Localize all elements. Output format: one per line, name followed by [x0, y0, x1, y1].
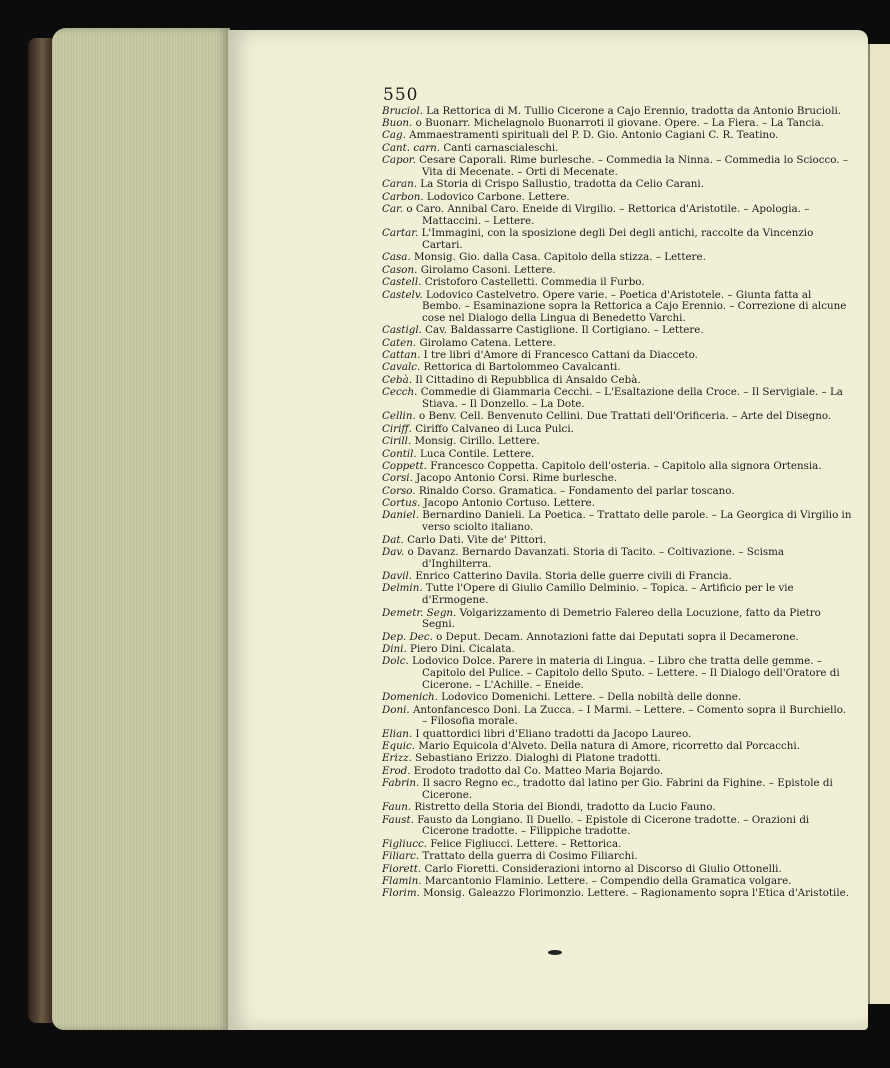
- entry-text: L'Immagini, con la sposizione degli Dei degli antichi, raccolte da Vincenzio Cartari.: [421, 227, 814, 251]
- entry-abbreviation: Cant. carn.: [382, 141, 441, 154]
- list-item: [382, 473, 852, 485]
- entry-text: Mario Equicola d'Alveto. Della natura di Amore, ricorretto dal Porcacchi.: [418, 740, 800, 753]
- list-item: [382, 252, 852, 264]
- entry-abbreviation: Faust.: [382, 813, 414, 826]
- entry-text: Ciriffo Calvaneo di Luca Pulci.: [415, 422, 574, 435]
- entry-text: Rinaldo Corso. Gramatica. – Fondamento del parlar toscano.: [418, 484, 735, 497]
- entry-abbreviation: Cirill.: [382, 435, 412, 448]
- list-item: [382, 486, 852, 498]
- entry-text: Carlo Dati. Vite de' Pittori.: [407, 533, 547, 546]
- list-item: [382, 192, 852, 204]
- entry-text: Ristretto della Storia del Biondi, tradotto da Lucio Fauno.: [414, 801, 716, 814]
- entry-abbreviation: Corsi.: [382, 472, 413, 485]
- entry-text: Rettorica di Bartolommeo Cavalcanti.: [423, 361, 621, 374]
- list-item: [382, 644, 852, 656]
- entry-text: Tutte l'Opere di Giulio Camillo Delminio. – Topica. – Artificio per le vie d'Ermogene.: [422, 582, 794, 607]
- entry-abbreviation: Daniel.: [382, 509, 419, 522]
- list-item: [382, 350, 852, 362]
- list-item: [382, 656, 852, 691]
- entry-abbreviation: Dat.: [382, 533, 404, 546]
- entry-text: Marcantonio Flaminio. Lettere. – Compendio della Gramatica volgare.: [424, 875, 792, 887]
- ornament-mark: [548, 950, 562, 955]
- entry-abbreviation: Bruciol.: [382, 104, 423, 117]
- entry-text: Felice Figliucci. Lettere. – Rettorica.: [430, 837, 622, 850]
- list-item: [382, 204, 852, 227]
- entry-text: o Davanz. Bernardo Davanzati. Storia di Tacito. – Coltivazione. – Scisma d'Inghilterra.: [407, 545, 785, 570]
- entry-text: Trattato della guerra di Cosimo Filiarchi.: [422, 850, 638, 863]
- list-item: [382, 387, 852, 410]
- entry-text: Ammaestramenti spirituali del P. D. Gio. Antonio Cagiani C. R. Teatino.: [409, 129, 779, 142]
- entry-text: Il Cittadino di Repubblica di Ansaldo Cebà.: [415, 373, 641, 386]
- entry-abbreviation: Dolc.: [382, 655, 409, 668]
- entry-abbreviation: Figliucc.: [382, 837, 428, 850]
- entry-abbreviation: Fabrin.: [382, 777, 420, 790]
- entry-abbreviation: Cartar.: [382, 227, 419, 240]
- list-item: [382, 815, 852, 838]
- list-item: [382, 498, 852, 510]
- entry-text: Antonfancesco Doni. La Zucca. – I Marmi. – Lettere. – Comento sopra il Burchiello. – Filosofia morale.: [412, 703, 847, 728]
- list-item: [382, 608, 852, 631]
- entry-abbreviation: Erizz.: [382, 752, 412, 765]
- entry-abbreviation: Cecch.: [382, 386, 418, 399]
- entry-text: Girolamo Catena. Lettere.: [419, 336, 556, 349]
- list-item: [382, 510, 852, 533]
- entry-abbreviation: Dav.: [382, 545, 405, 558]
- list-item: [382, 424, 852, 436]
- entry-abbreviation: Castell.: [382, 276, 422, 289]
- entry-abbreviation: Buon.: [382, 117, 413, 130]
- list-item: [382, 265, 852, 277]
- entry-abbreviation: Davil.: [382, 570, 413, 583]
- list-item: [382, 766, 852, 778]
- entry-abbreviation: Caten.: [382, 336, 417, 349]
- entry-text: Lodovico Carbone. Lettere.: [426, 190, 570, 203]
- entry-text: Volgarizzamento di Demetrio Falereo della Locuzione, fatto da Pietro Segni.: [422, 606, 821, 631]
- entry-text: o Buonarr. Michelagnolo Buonarroti il giovane. Opere. – La Fiera. – La Tancia.: [415, 117, 825, 130]
- entry-text: Enrico Catterino Davila. Storia delle guerre civili di Francia.: [415, 570, 732, 583]
- entry-text: I quattordici libri d'Eliano tradotti da Jacopo Laureo.: [415, 727, 692, 740]
- list-item: [382, 864, 852, 876]
- list-item: [382, 228, 852, 251]
- list-item: [382, 411, 852, 423]
- entry-text: Sebastiano Erizzo. Dialoghi di Platone tradotti.: [415, 752, 661, 765]
- entry-abbreviation: Faun.: [382, 801, 412, 814]
- entry-abbreviation: Cattan.: [382, 349, 421, 362]
- entry-abbreviation: Domenich.: [382, 691, 438, 704]
- list-item: [382, 888, 852, 900]
- entry-abbreviation: Dini.: [382, 643, 407, 656]
- entry-abbreviation: Carbon.: [382, 190, 424, 203]
- list-item: [382, 802, 852, 814]
- entry-abbreviation: Equic.: [382, 740, 416, 753]
- list-item: [382, 705, 852, 728]
- list-item: [382, 179, 852, 191]
- entry-text: o Benv. Cell. Benvenuto Cellini. Due Trattati dell'Orificeria. – Arte del Disegno.: [419, 410, 832, 423]
- list-item: [382, 449, 852, 461]
- list-item: [382, 143, 852, 155]
- entry-text: o Caro. Annibal Caro. Eneide di Virgilio. – Rettorica d'Aristotile. – Apologia. – Mattaccini. – Lettere.: [406, 203, 810, 227]
- entry-text: Canti carnascialeschi.: [443, 141, 559, 154]
- entry-abbreviation: Cebà.: [382, 373, 412, 386]
- entry-abbreviation: Elian.: [382, 727, 413, 740]
- entry-text: Piero Dini. Cicalata.: [410, 643, 515, 656]
- list-item: [382, 741, 852, 753]
- list-item: [382, 753, 852, 765]
- entry-text: Lodovico Castelvetro. Opere varie. – Poetica d'Aristotele. – Giunta fatta al Bembo. – Esaminazione sopra la Rettorica a Cajo Erennio. – Correzione di alcune cose nel Dialogo della Lingua di Benedetto Varchi.: [422, 288, 847, 324]
- entry-text: Erodoto tradotto dal Co. Matteo Maria Bojardo.: [413, 764, 664, 777]
- list-item: [382, 632, 852, 644]
- entry-abbreviation: Flamin.: [382, 875, 422, 887]
- entry-text: I tre libri d'Amore di Francesco Cattani da Diacceto.: [423, 349, 698, 362]
- entry-text: Commedie di Giammaria Cecchi. – L'Esaltazione della Croce. – Il Servigiale. – La Stiava. – Il Donzello. – La Dote.: [420, 386, 843, 410]
- entry-abbreviation: Cavalc.: [382, 361, 421, 374]
- entry-abbreviation: Capor.: [382, 154, 416, 167]
- entry-text: Monsig. Gio. dalla Casa. Capitolo della stizza. – Lettere.: [414, 251, 706, 264]
- list-item: [382, 729, 852, 741]
- list-item: [382, 362, 852, 374]
- entry-text: Lodovico Domenichi. Lettere. – Della nobiltà delle donne.: [441, 691, 742, 704]
- page-edges: [52, 28, 230, 1030]
- entry-abbreviation: Fiorett.: [382, 862, 422, 875]
- entry-abbreviation: Demetr. Segn.: [382, 606, 457, 619]
- entry-abbreviation: Cellin.: [382, 410, 416, 423]
- entry-text: Jacopo Antonio Corsi. Rime burlesche.: [416, 472, 618, 485]
- entry-abbreviation: Corso.: [382, 484, 416, 497]
- list-item: [382, 692, 852, 704]
- entry-text: Monsig. Cirillo. Lettere.: [414, 435, 540, 448]
- entry-text: La Storia di Crispo Sallustio, tradotta da Celio Carani.: [420, 178, 704, 191]
- entry-text: Cristoforo Castelletti. Commedia il Furbo.: [424, 276, 645, 289]
- list-item: [382, 571, 852, 583]
- entry-text: Girolamo Casoni. Lettere.: [420, 263, 556, 276]
- entry-abbreviation: Doni.: [382, 703, 410, 716]
- entry-abbreviation: Cason.: [382, 263, 418, 276]
- list-item: [382, 876, 852, 888]
- entry-abbreviation: Castelv.: [382, 288, 423, 301]
- list-item: [382, 155, 852, 178]
- entry-abbreviation: Caran.: [382, 178, 417, 191]
- list-item: [382, 851, 852, 863]
- list-item: [382, 130, 852, 142]
- entry-abbreviation: Cag.: [382, 129, 406, 142]
- list-item: [382, 106, 852, 118]
- list-item: [382, 535, 852, 547]
- entry-abbreviation: Contil.: [382, 447, 417, 460]
- list-item: [382, 436, 852, 448]
- list-item: [382, 290, 852, 325]
- facing-page-edge: [868, 44, 890, 1004]
- page-content: [382, 85, 852, 901]
- entry-text: Carlo Fioretti. Considerazioni intorno al Discorso di Giulio Ottonelli.: [424, 862, 782, 875]
- page-number: 550: [383, 85, 419, 105]
- entry-abbreviation: Cortus.: [382, 497, 421, 510]
- entry-text: Lodovico Dolce. Parere in materia di Lingua. – Libro che tratta delle gemme. – Capitolo del Pulice. – Capitolo dello Sputo. – Lettere. – Il Dialogo dell'Oratore di Cicerone. – L'Achille. – Eneide.: [412, 655, 840, 691]
- entry-abbreviation: Coppett.: [382, 459, 427, 472]
- entry-text: Luca Contile. Lettere.: [420, 447, 535, 460]
- list-item: [382, 547, 852, 570]
- entry-text: La Rettorica di M. Tullio Cicerone a Cajo Erennio, tradotta da Antonio Brucioli.: [426, 104, 842, 117]
- list-item: [382, 118, 852, 130]
- entry-text: o Deput. Decam. Annotazioni fatte dai Deputati sopra il Decamerone.: [436, 630, 799, 643]
- list-item: [382, 338, 852, 350]
- entry-abbreviation: Filiarc.: [382, 850, 420, 863]
- list-item: [382, 277, 852, 289]
- entry-abbreviation: Delmin.: [382, 582, 423, 595]
- entry-abbreviation: Car.: [382, 203, 404, 216]
- entry-text: Monsig. Galeazzo Florimonzio. Lettere. – Ragionamento sopra l'Etica d'Aristotile.: [423, 887, 850, 900]
- list-item: [382, 583, 852, 606]
- entry-text: Cav. Baldassarre Castiglione. Il Cortigiano. – Lettere.: [425, 324, 704, 337]
- entry-abbreviation: Castigl.: [382, 324, 422, 337]
- list-item: [382, 375, 852, 387]
- entry-text: Cesare Caporali. Rime burlesche. – Commedia la Ninna. – Commedia lo Sciocco. – Vita di Mecenate. – Orti di Mecenate.: [419, 154, 848, 178]
- entry-text: Francesco Coppetta. Capitolo dell'osteria. – Capitolo alla signora Ortensia.: [430, 459, 822, 472]
- list-item: [382, 839, 852, 851]
- list-item: [382, 461, 852, 473]
- entry-abbreviation: Erod.: [382, 764, 411, 777]
- list-item: [382, 778, 852, 801]
- entry-abbreviation: Dep. Dec.: [382, 630, 433, 643]
- entry-abbreviation: Casa.: [382, 251, 411, 264]
- abbreviation-list: [382, 106, 852, 900]
- entry-text: Fausto da Longiano. Il Duello. – Epistole di Cicerone tradotte. – Orazioni di Cicerone tradotte. – Filippiche tradotte.: [417, 813, 810, 838]
- entry-text: Il sacro Regno ec., tradotto dal latino per Gio. Fabrini da Fighine. – Epistole di Cicerone.: [422, 777, 833, 801]
- entry-text: Bernardino Danieli. La Poetica. – Trattato delle parole. – La Georgica di Virgilio in verso sciolto italiano.: [422, 509, 852, 534]
- entry-abbreviation: Ciriff.: [382, 422, 412, 435]
- entry-text: Jacopo Antonio Cortuso. Lettere.: [423, 497, 595, 510]
- entry-abbreviation: Florim.: [382, 887, 420, 900]
- list-item: [382, 325, 852, 337]
